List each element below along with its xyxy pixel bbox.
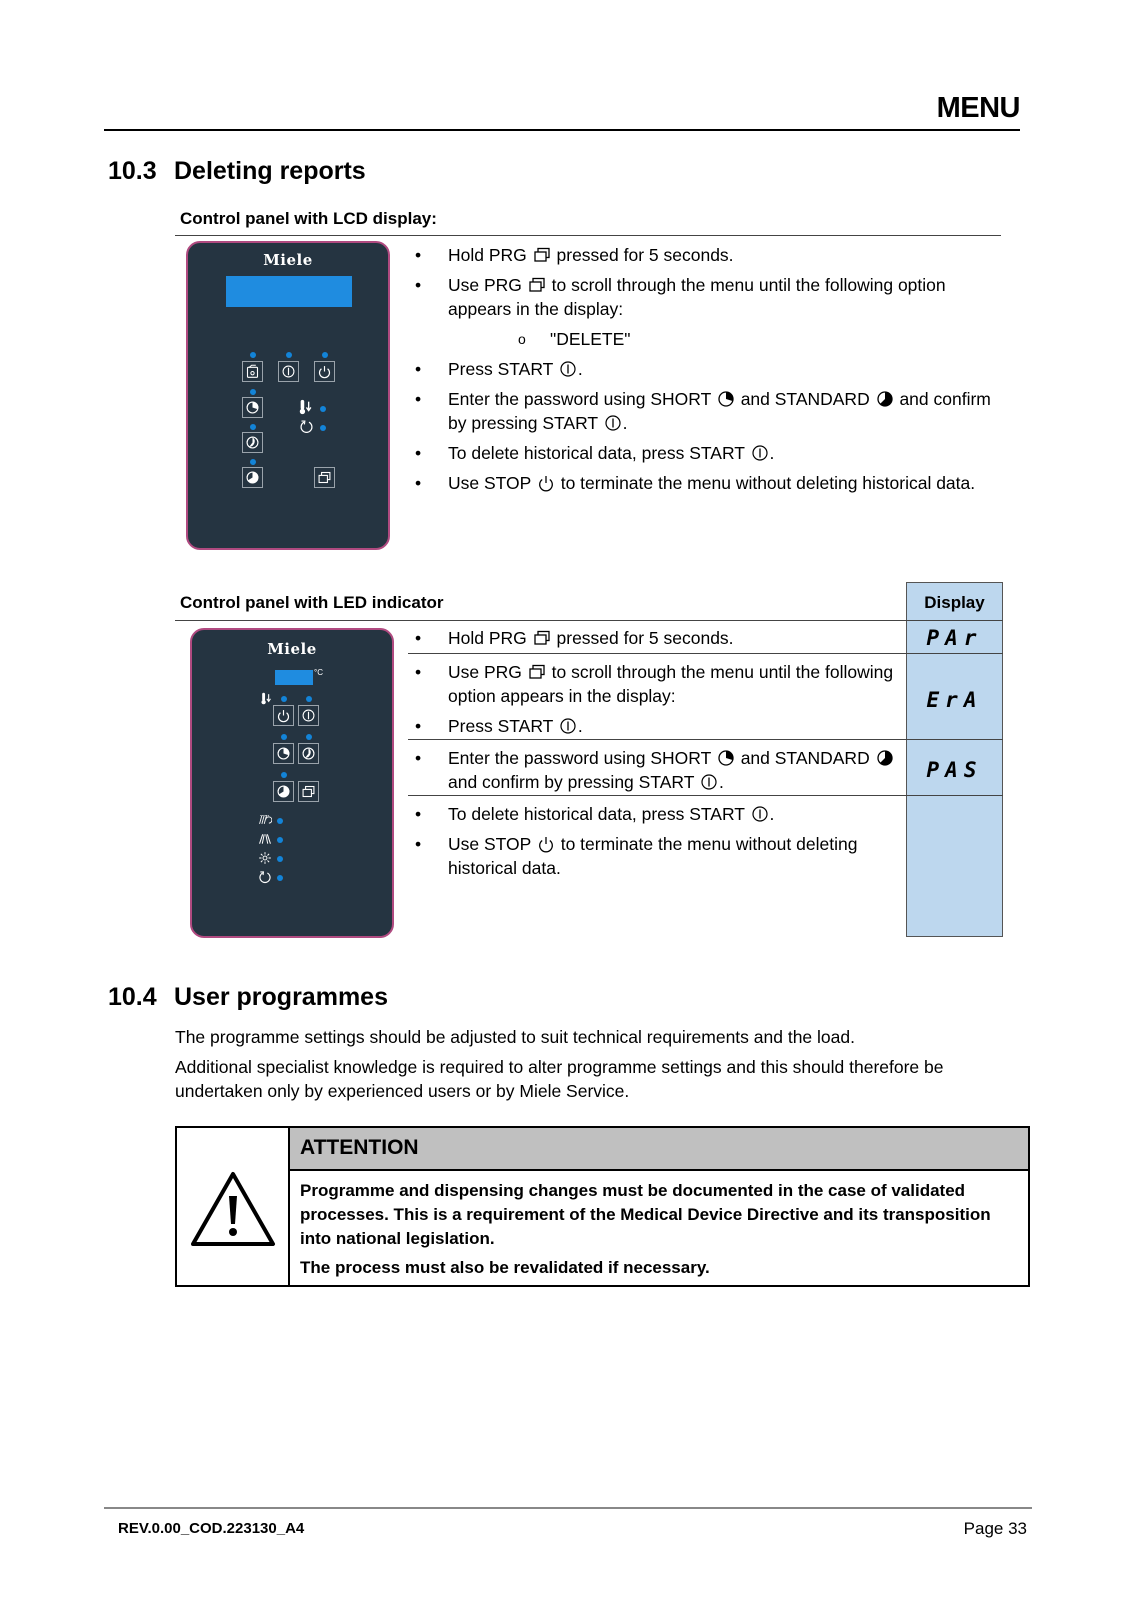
warning-triangle-icon <box>189 1170 277 1248</box>
led-steps-row-2 <box>410 660 905 744</box>
section-10-4-body <box>175 1025 1015 1103</box>
chapter-title: MENU <box>936 92 1020 124</box>
list-item: • Enter the password using SHORT and STANDARD and confirm by pressing START . <box>410 387 1010 435</box>
short-button-icon <box>242 397 263 418</box>
start-icon <box>559 360 577 378</box>
section-heading-10-3: 10.3 Deleting reports <box>108 157 366 185</box>
start-icon <box>751 444 769 462</box>
list-item: • Use STOP to terminate the menu without deleting historical data. <box>410 471 1010 495</box>
list-item: • Hold PRG pressed for 5 seconds. <box>410 243 1010 267</box>
list-item: • To delete historical data, press START . <box>410 802 905 826</box>
led-steps-row-3 <box>410 746 905 800</box>
led <box>277 875 283 881</box>
display-column-header: Display <box>924 593 985 612</box>
dry-icon <box>258 851 272 870</box>
dispense-button-icon <box>242 361 263 382</box>
led <box>281 734 287 740</box>
display-code-par: PAr <box>926 626 983 650</box>
start-button-icon <box>278 361 299 382</box>
led <box>320 425 326 431</box>
prewash-icon <box>258 813 272 832</box>
list-item: • Enter the password using SHORT and STANDARD and confirm by pressing START . <box>410 746 905 794</box>
section-heading-10-4: 10.4 User programmes <box>108 983 388 1011</box>
attention-text: Programme and dispensing changes must be documented in the case of validated processes. This is a requirement of the Medical Device Directive and its transposition into national legislation. The process must also be revalidated if necessary. <box>300 1181 991 1277</box>
prg-icon <box>533 629 551 647</box>
universal-button-icon <box>242 467 263 488</box>
stop-button-icon <box>314 361 335 382</box>
display-code-pas: PAS <box>926 758 983 782</box>
prg-icon <box>533 246 551 264</box>
paragraph: Additional specialist knowledge is required to alter programme settings and this should therefore be undertaken only by experienced users or by Miele Service. <box>175 1057 944 1101</box>
led <box>250 459 256 465</box>
short-icon <box>717 390 735 408</box>
header-divider <box>104 129 1020 131</box>
display-code-era: ErA <box>926 688 983 712</box>
thermometer-icon <box>298 399 316 417</box>
standard-button-icon <box>298 743 319 764</box>
led <box>306 734 312 740</box>
prg-icon <box>528 663 546 681</box>
start-icon <box>751 805 769 823</box>
standard-icon <box>876 390 894 408</box>
cycle-icon <box>299 419 317 437</box>
led-digit-display <box>275 670 313 685</box>
led-steps-row-4 <box>410 802 905 886</box>
miele-logo: Miele <box>267 640 317 658</box>
led-header-divider <box>175 620 1003 621</box>
led-subtitle: Control panel with LED indicator <box>180 593 444 612</box>
led <box>322 352 328 358</box>
list-item: • To delete historical data, press START . <box>410 441 1010 465</box>
lcd-subtitle: Control panel with LCD display: <box>180 209 437 228</box>
led-steps-row-1 <box>410 626 905 656</box>
warning-icon-cell <box>177 1128 290 1285</box>
stop-icon <box>537 474 555 492</box>
led <box>277 818 283 824</box>
led <box>250 424 256 430</box>
paragraph: The programme settings should be adjusted to suit technical requirements and the load. <box>175 1027 855 1047</box>
document-code: REV.0.00_COD.223130_A4 <box>118 1520 305 1537</box>
stop-button-icon <box>273 705 294 726</box>
page-number: Page 33 <box>963 1519 1027 1538</box>
thermometer-icon <box>260 692 273 710</box>
prg-button-icon <box>314 467 335 488</box>
list-item: • Use PRG to scroll through the menu until the following option appears in the display: <box>410 660 905 708</box>
attention-heading: ATTENTION <box>290 1128 1028 1171</box>
standard-icon <box>876 749 894 767</box>
led <box>250 352 256 358</box>
list-item: • Use PRG to scroll through the menu until the following option appears in the display: <box>410 273 1010 321</box>
universal-button-icon <box>273 781 294 802</box>
start-icon <box>604 414 622 432</box>
start-icon <box>559 717 577 735</box>
cycle-icon <box>258 870 272 889</box>
led <box>281 772 287 778</box>
list-item: • Press START . <box>410 357 1010 381</box>
led <box>277 837 283 843</box>
start-button-icon <box>298 705 319 726</box>
standard-button-icon <box>242 432 263 453</box>
start-icon <box>700 773 718 791</box>
attention-box <box>175 1126 1030 1287</box>
led <box>306 696 312 702</box>
stop-icon <box>537 835 555 853</box>
led-control-panel-image <box>190 628 394 938</box>
lcd-steps-list <box>410 243 1010 501</box>
led <box>320 406 326 412</box>
list-item: • Press START . <box>410 714 905 738</box>
prg-icon <box>528 276 546 294</box>
led <box>281 696 287 702</box>
lcd-screen <box>226 276 352 307</box>
list-item: • Hold PRG pressed for 5 seconds. <box>410 626 905 650</box>
footer-divider <box>104 1507 1032 1509</box>
short-button-icon <box>273 743 294 764</box>
led <box>286 352 292 358</box>
short-icon <box>717 749 735 767</box>
led <box>277 856 283 862</box>
list-item: • Use STOP to terminate the menu without deleting historical data. <box>410 832 905 880</box>
celsius-unit: °C <box>314 668 323 677</box>
lcd-control-panel-image <box>186 241 390 550</box>
lcd-divider <box>175 235 1001 236</box>
list-subitem-option: o "DELETE" <box>410 327 1010 351</box>
miele-logo: Miele <box>263 251 313 269</box>
prg-button-icon <box>298 781 319 802</box>
wash-icon <box>258 832 272 851</box>
led <box>250 389 256 395</box>
